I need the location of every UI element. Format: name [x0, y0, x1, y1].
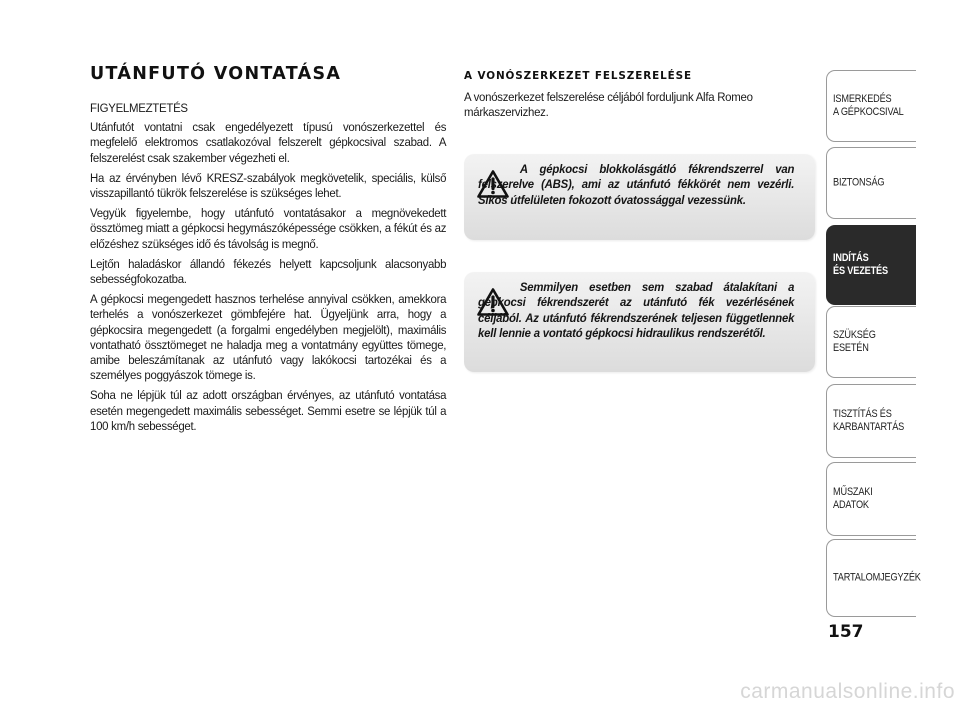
left-column	[90, 64, 446, 439]
tab-label: MŰSZAKI ADATOK	[833, 486, 873, 511]
section-title: UTÁNFUTÓ VONTATÁSA	[90, 64, 342, 84]
right-column	[464, 70, 816, 120]
paragraph-4: Lejtőn haladáskor állandó fékezés helyett kapcsoljunk alacsonyabb sebességfokozatba.	[90, 256, 447, 287]
warning-text: A gépkocsi blokkolásgátló fékrendszerrel van felszerelve (ABS), ami az utánfutó fékkörét nem vezérli. Síkos útfelületen fokozott óvatossággal vezessünk.	[478, 162, 795, 207]
paragraph-2: Ha az érvényben lévő KRESZ-szabályok megkövetelik, speciális, külső visszapillantó tükrök felszerelése is szükséges lehet.	[90, 170, 447, 201]
tab-szukseg-eseten[interactable]	[826, 306, 916, 378]
tab-label: BIZTONSÁG	[833, 176, 885, 189]
tab-label: INDÍTÁS ÉS VEZETÉS	[833, 252, 888, 277]
tab-inditas-es-vezetes[interactable]	[826, 225, 916, 305]
tab-tisztitas-es-karbantartas[interactable]	[826, 384, 916, 458]
paragraph-5: A gépkocsi megengedett hasznos terhelése annyival csökken, amekkora terhelés a vonószerkezet gömbfejére hat. Ügyeljünk arra, hogy a gépkocsira megengedett (a forgalmi engedélyben megjelölt), maximális vontatható össztömeget ne haladja meg a vontatmány együttes tömege, amibe beleszámítanak az utánfutó vagy lakókocsi tartozékai és a személyes poggyászok tömege is.	[90, 292, 447, 383]
paragraph-3: Vegyük figyelembe, hogy utánfutó vontatásakor a megnövekedett össztömeg miatt a gépkocsi hegymászóképessége csökken, a fékút és az előzéshez szükséges idő és távolság is megnő.	[90, 206, 447, 251]
subsection-title: A VONÓSZERKEZET FELSZERELÉSE	[464, 70, 693, 82]
tab-label: ISMERKEDÉS A GÉPKOCSIVAL	[833, 93, 904, 118]
subsection-text: A vonószerkezet felszerelése céljából forduljunk Alfa Romeo márkaszervizhez.	[464, 90, 753, 120]
warning-box-brake-modification	[464, 272, 815, 372]
warning-label: FIGYELMEZTETÉS	[90, 101, 188, 115]
watermark: carmanualsonline.info	[740, 680, 955, 703]
tab-tartalomjegyzek[interactable]	[826, 539, 921, 617]
warning-text: Semmilyen esetben sem szabad átalakítani a gépkocsi fékrendszerét az utánfutó fék vezérlésének céljából. Az utánfutó fékrendszerének teljesen függetlennek kell lennie a vontató gépkocsi hidraulikus rendszerétől.	[478, 280, 795, 341]
tab-label: SZÜKSÉG ESETÉN	[833, 329, 876, 354]
tab-biztonsag[interactable]	[826, 147, 916, 219]
paragraph-6: Soha ne lépjük túl az adott országban érvényes, az utánfutó vontatása esetén megengedett maximális sebességet. Semmi esetre se lépjük túl a 100 km/h sebességet.	[90, 388, 447, 433]
tab-ismerkedes[interactable]	[826, 70, 916, 142]
tab-label: TARTALOMJEGYZÉK	[833, 571, 921, 584]
paragraph-1: Utánfutót vontatni csak engedélyezett típusú vonószerkezettel és megfelelő elektromos csatlakozóval felszerelt gépkocsival szabad. A felszerelést csak szakember végezheti el.	[90, 120, 447, 165]
tab-muszaki-adatok[interactable]	[826, 462, 916, 536]
tab-label: TISZTÍTÁS ÉS KARBANTARTÁS	[833, 408, 905, 433]
warning-box-abs	[464, 154, 815, 240]
page-number: 157	[828, 622, 864, 642]
